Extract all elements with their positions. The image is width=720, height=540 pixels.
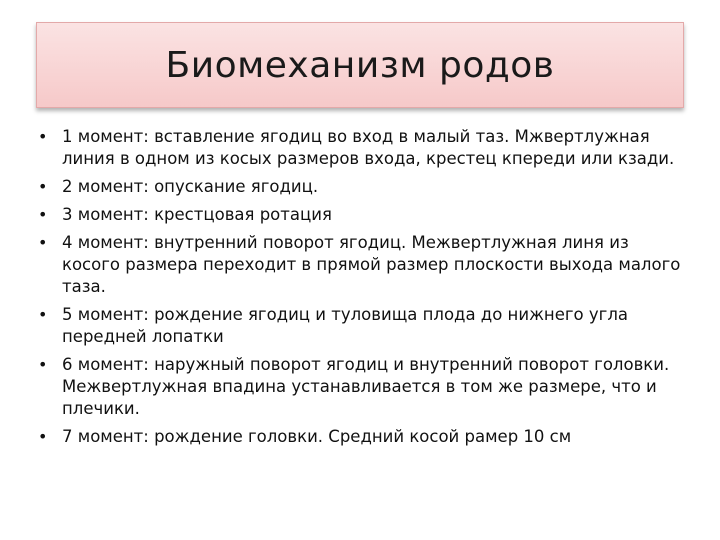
bullet-text: 2 момент: опускание ягодиц. bbox=[62, 177, 319, 196]
bullet-icon: • bbox=[38, 427, 48, 446]
content-area bbox=[36, 126, 686, 454]
bullet-text: 1 момент: вставление ягодиц во вход в малый таз. Мжвертлужная линия в одном из косых размеров входа, крестец кпереди или кзади. bbox=[62, 127, 675, 168]
bullet-icon: • bbox=[38, 205, 48, 224]
bullet-icon: • bbox=[38, 177, 48, 196]
bullet-text: 6 момент: наружный поворот ягодиц и внутренний поворот головки. Межвертлужная впадина устанавливается в том же размере, что и плечики. bbox=[62, 355, 670, 418]
bullet-icon: • bbox=[38, 305, 48, 324]
bullet-item-6 bbox=[36, 354, 686, 420]
title-box bbox=[36, 22, 684, 108]
bullet-text: 7 момент: рождение головки. Средний косой рамер 10 см bbox=[62, 427, 572, 446]
bullet-item-7 bbox=[36, 426, 686, 448]
bullet-icon: • bbox=[38, 233, 48, 252]
bullet-text: 4 момент: внутренний поворот ягодиц. Межвертлужная линя из косого размера переходит в прямой размер плоскости выхода малого таза. bbox=[62, 233, 681, 296]
bullet-list bbox=[36, 126, 686, 448]
bullet-icon: • bbox=[38, 127, 48, 146]
bullet-item-4 bbox=[36, 232, 686, 298]
bullet-text: 3 момент: крестцовая ротация bbox=[62, 205, 332, 224]
bullet-item-5 bbox=[36, 304, 686, 348]
bullet-item-1 bbox=[36, 126, 686, 170]
bullet-item-3 bbox=[36, 204, 686, 226]
slide-title: Биомеханизм родов bbox=[165, 44, 555, 86]
bullet-item-2 bbox=[36, 176, 686, 198]
bullet-icon: • bbox=[38, 355, 48, 374]
bullet-text: 5 момент: рождение ягодиц и туловища плода до нижнего угла передней лопатки bbox=[62, 305, 628, 346]
